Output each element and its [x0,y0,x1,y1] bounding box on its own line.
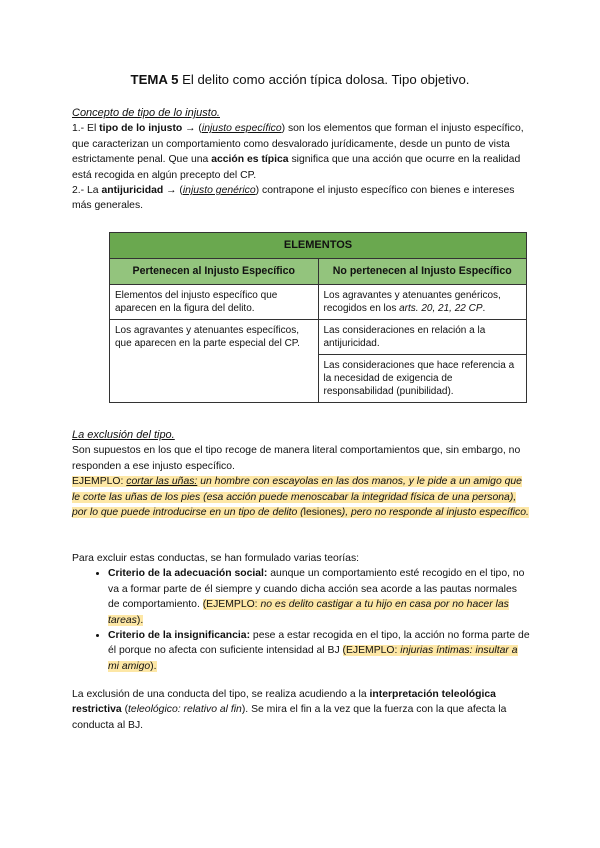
criteria-list [72,566,530,674]
final-paragraph: La exclusión de una conducta del tipo, se realiza acudiendo a la interpretación teleológica restrictiva (teleológico: relativo al fin). Se mira el fin a la vez que la fuerza con la que afecta la conducta al BJ. [72,689,507,731]
table-cell: Los agravantes y atenuantes específicos, que aparecen en la parte especial del CP. [110,320,319,403]
column-header-no-pertenecen: No pertenecen al Injusto Específico [318,259,527,285]
list-item: • Criterio de la adecuación social: aunque un comportamiento esté recogido en el tipo, no va a formar parte de él siempre y cuando dicha acción sea acorde a las pautas normales de comportamiento. (EJEMPLO: no es delito castigar a tu hijo en casa por no hacer las tareas). [108,566,530,628]
table-cell: Los agravantes y atenuantes genéricos, recogidos en los arts. 20, 21, 22 CP. [318,285,527,320]
concepto-paragraph-2: 2.- La antijuricidad → (injusto genérico) contrapone el injusto específico con bienes e intereses más generales. [72,185,515,212]
concepto-heading: Concepto de tipo de lo injusto. [72,107,220,119]
concepto-paragraph-1: 1.- El tipo de lo injusto → (injusto específico) son los elementos que forman el injusto específico, que caracterizan un comportamiento como desvalorado jurídicamente, desde un punto de vista estrictamente penal. Que una acción es típica significa que una acción que ocurre en la realidad está recogida en algún precepto del CP. [72,123,524,181]
list-item: • Criterio de la insignificancia: pese a estar recogida en el tipo, la acción no forma parte de él porque no afecta con suficiente intensidad al BJ (EJEMPLO: injurias íntimas: insultar a mi amigo). [108,628,530,674]
exclusion-paragraph: Son supuestos en los que el tipo recoge de manera literal comportamientos que, sin embargo, no responden a ese injusto específico. [72,445,521,472]
title-topic: TEMA 5 [130,72,179,87]
teorias-intro: Para excluir estas conductas, se han formulado varias teorías: [72,553,360,564]
teorias-section [72,551,530,674]
page-title [0,72,600,87]
table-cell: Las consideraciones que hace referencia a la necesidad de exigencia de responsabilidad (punibilidad). [318,355,527,403]
table-cell: Las consideraciones en relación a la antijuricidad. [318,320,527,355]
example-paragraph: EJEMPLO: cortar las uñas: un hombre con escayolas en las dos manos, y le pide a un amigo que le corte las uñas de los pies (esa acción puede menoscabar la integridad física de una persona), por lo que puede introducirse en un tipo de delito (lesiones), pero no responde al injusto específico. [72,476,529,519]
elementos-table [109,232,527,403]
title-text: El delito como acción típica dolosa. Tipo objetivo. [178,72,470,87]
column-header-pertenecen: Pertenecen al Injusto Específico [110,259,319,285]
table-cell: Elementos del injusto específico que aparecen en la figura del delito. [110,285,319,320]
exclusion-heading: La exclusión del tipo. [72,429,175,441]
exclusion-section [72,428,530,520]
table-header: ELEMENTOS [110,233,527,259]
concepto-section [72,106,530,214]
